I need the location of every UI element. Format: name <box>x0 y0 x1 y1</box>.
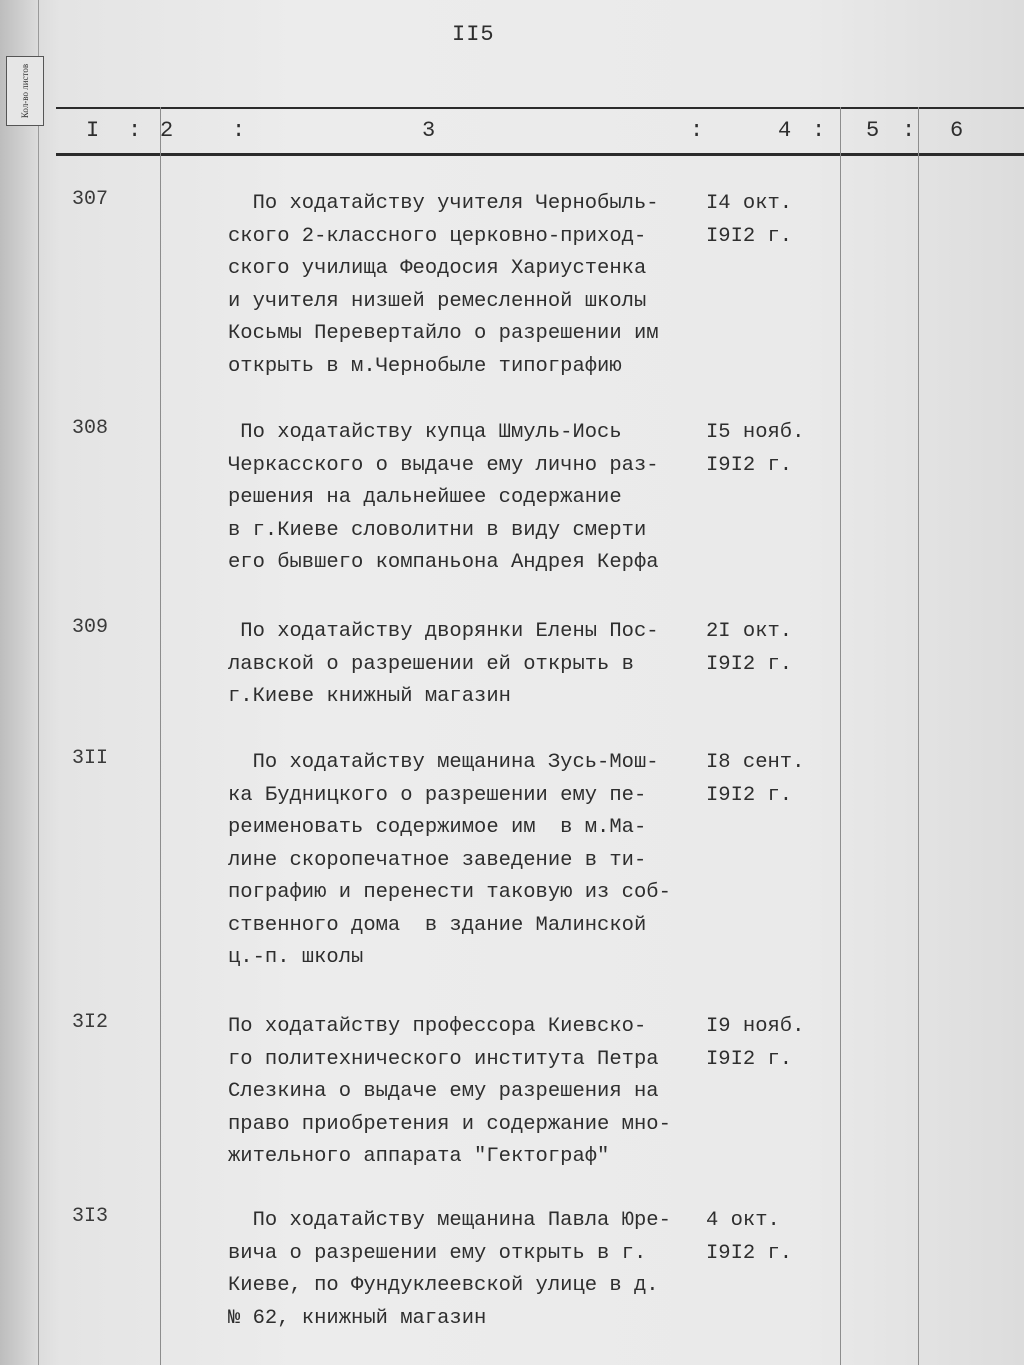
entry-date: I8 сент. I9I2 г. <box>706 751 805 807</box>
entry-number: 307 <box>72 188 109 211</box>
column-divider <box>840 107 841 1365</box>
entry-number: 3II <box>72 747 109 770</box>
header-col-3: 3 <box>422 118 436 143</box>
entry-number: 3I3 <box>72 1205 109 1228</box>
table-header <box>0 118 1024 148</box>
entry-date: 4 окт. I9I2 г. <box>706 1209 793 1265</box>
entry-date: I5 нояб. I9I2 г. <box>706 421 805 477</box>
header-separator: : <box>902 118 916 143</box>
entry-description: По ходатайству мещанина Зусь-Мош- ка Будницкого о разрешении ему пе- реименовать содержимое им в м.Ма- лине скоропечатное заведение в ти- пографию и перенести таковую из соб- ственного дома в здание Малинской ц.-п. школы <box>228 751 671 969</box>
entry-description: По ходатайству мещанина Павла Юре- вича о разрешении ему открыть в г. Киеве, по Фундуклеевской улице в д. № 62, книжный магазин <box>228 1209 671 1330</box>
entry-description: По ходатайству учителя Чернобыль- ского 2-классного церковно-приход- ского училища Феодосия Хариустенка и учителя низшей ремесленной школы Косьмы Перевертайло о разрешении им открыть в м.Чернобыле типографию <box>228 192 659 378</box>
header-separator: : <box>690 118 704 143</box>
entry-number: 3I2 <box>72 1011 109 1034</box>
column-divider <box>918 107 919 1365</box>
header-col-2: 2 <box>160 118 174 143</box>
header-col-6: 6 <box>950 118 964 143</box>
entry-date: I9 нояб. I9I2 г. <box>706 1015 805 1071</box>
entry-number: 308 <box>72 417 109 440</box>
header-separator: : <box>128 118 142 143</box>
header-col-5: 5 <box>866 118 880 143</box>
column-divider <box>160 107 161 1365</box>
header-col-4: 4 <box>778 118 792 143</box>
entry-description: По ходатайству дворянки Елены Пос- лавской о разрешении ей открыть в г.Киеве книжный магазин <box>228 620 659 708</box>
entry-date: 2I окт. I9I2 г. <box>706 620 793 676</box>
sheet-count-label-text: Кол-во листов <box>20 63 31 119</box>
entry-date: I4 окт. I9I2 г. <box>706 192 793 248</box>
entry-number: 309 <box>72 616 109 639</box>
header-separator: : <box>232 118 246 143</box>
header-separator: : <box>812 118 826 143</box>
sheet-count-label <box>6 56 44 126</box>
header-top-rule <box>56 107 1024 109</box>
header-bottom-rule <box>56 153 1024 156</box>
header-col-1: I <box>86 118 100 143</box>
binding-strip <box>0 0 39 1365</box>
entry-description: По ходатайству профессора Киевско- го политехнического института Петра Слезкина о выдаче ему разрешения на право приобретения и содержание мно- жительного аппарата "Гектограф" <box>228 1015 671 1168</box>
page-number: II5 <box>452 22 495 47</box>
entry-description: По ходатайству купца Шмуль-Иось Черкасского о выдаче ему лично раз- решения на дальнейшее содержание в г.Киеве словолитни в виду смерти его бывшего компаньона Андрея Керфа <box>228 421 659 574</box>
